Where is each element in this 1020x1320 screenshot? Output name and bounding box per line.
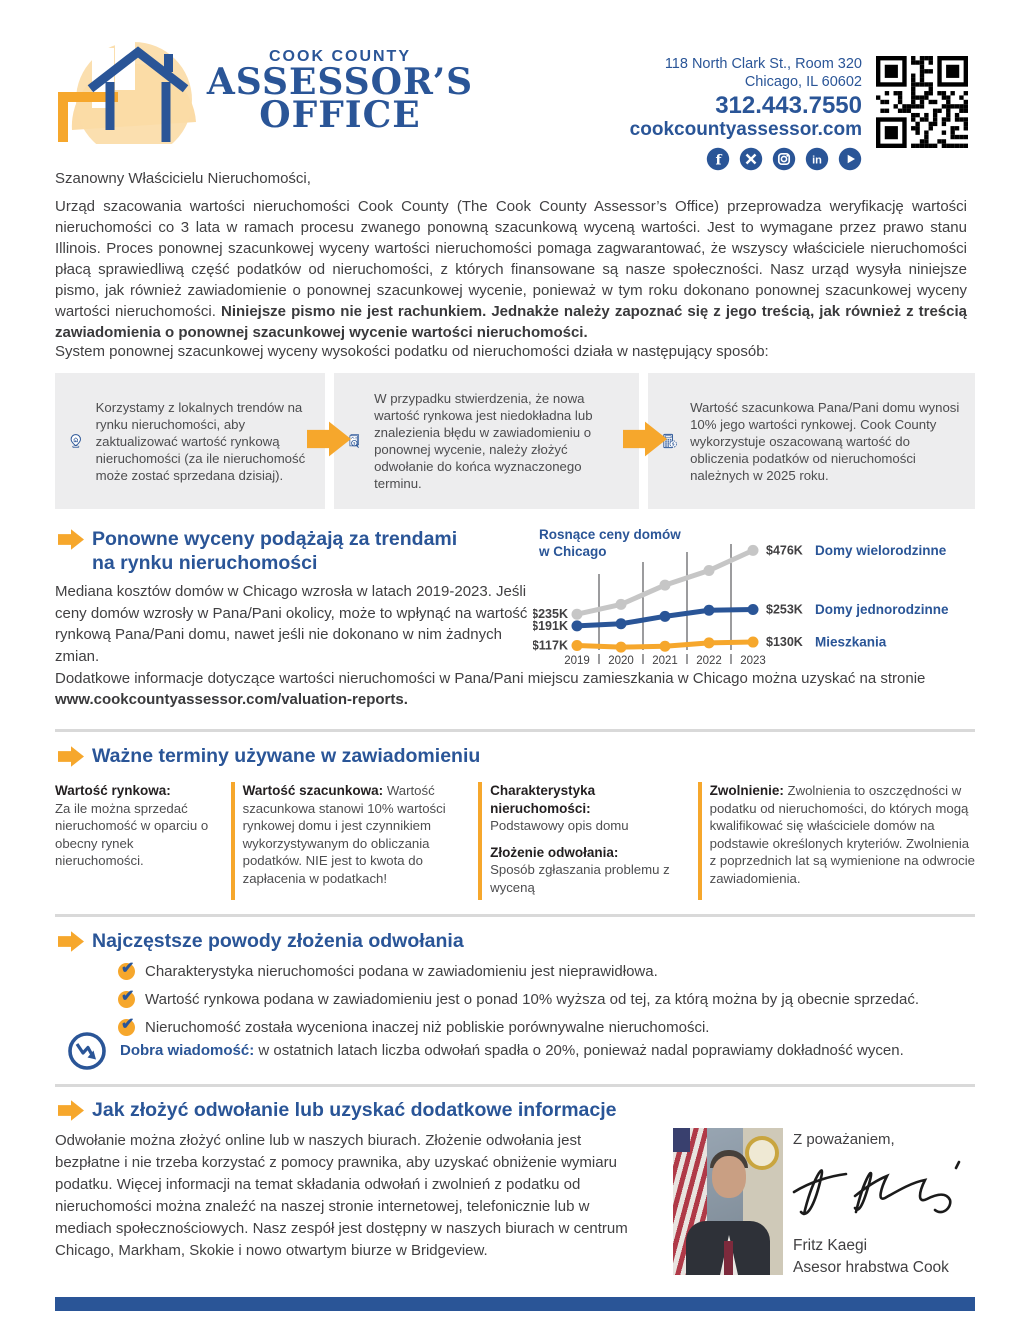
appeal-reason: ✔ Wartość rynkowa podana w zawiadomieniu jest o ponad 10% wyższa od tej, za którą można by ją obecnie sprzedać. bbox=[118, 990, 978, 1009]
appeal-reason: ✔ Nieruchomość została wyceniona inaczej niż pobliskie porównywalne nieruchomości. bbox=[118, 1018, 978, 1037]
phone-number: 312.443.7550 bbox=[715, 92, 862, 119]
right-arrow-icon bbox=[623, 419, 667, 459]
youtube-icon bbox=[838, 147, 862, 171]
address-line2: Chicago, IL 60602 bbox=[744, 74, 862, 90]
orange-divider bbox=[478, 782, 482, 900]
greeting: Szanowny Właścicielu Nieruchomości, bbox=[55, 170, 311, 187]
intro-paragraph bbox=[55, 196, 967, 343]
address-line1: 118 North Clark St., Room 320 bbox=[664, 56, 862, 72]
signer-name: Fritz Kaegi bbox=[793, 1237, 868, 1254]
orange-divider bbox=[231, 782, 235, 900]
svg-text:in: in bbox=[812, 154, 822, 167]
section-divider bbox=[55, 914, 975, 917]
intro-normal: Urząd szacowania wartości nieruchomości Cook County (The Cook County Assessor’s Office) przeprowadza weryfikację wartości nieruchomości co 3 lata w ramach procesu zwanego ponowną szacunkową wyceną wartości. Jest to wymagane przez prawo stanu Illinois. Proces ponownej szacunkowej wyceny wartości nieruchomości pomaga zagwarantować, że wszyscy właściciele nieruchomości płacą sprawiedliwą część podatków od nieruchomości, z których finansowane są nasze społeczności. Nasz urząd wysyła niniejsze pismo, jak również zawiadomienie o ponownej szacunkowej wycenie, ponieważ w tym roku dokonano ponownej szacunkowej wyceny wartości nieruchomości. bbox=[55, 198, 967, 320]
process-steps-row bbox=[55, 373, 975, 509]
svg-text:Domy jednorodzinne: Domy jednorodzinne bbox=[815, 601, 949, 617]
right-arrow-icon bbox=[307, 419, 351, 459]
more-info-paragraph: Dodatkowe informacje dotyczące wartości nieruchomości w Pana/Pani miejscu zamieszkania w Chicago można uzyskać na stronie www.cookcountyassessor.com/valuation-reports. bbox=[55, 670, 926, 708]
svg-text:$130K: $130K bbox=[766, 635, 803, 650]
terms-columns bbox=[55, 782, 975, 900]
good-news-row: Dobra wiadomość: w ostatnich latach liczba odwołań spadła o 20%, ponieważ nadal poprawiamy dokładność wycen. bbox=[66, 1030, 966, 1072]
orange-divider bbox=[698, 782, 702, 900]
term-market-value: Wartość rynkowa: Za ile można sprzedać nieruchomość w oparciu o obecny rynek nieruchomości. bbox=[55, 783, 209, 868]
website-url: cookcountyassessor.com bbox=[629, 119, 862, 140]
chart-title: Rosnące ceny domów w Chicago bbox=[539, 527, 681, 559]
process-step-2: $ W przypadku stwierdzenia, że nowa wartość rynkowa jest niedokładna lub znalezienia błędu w zawiadomieniu o ponownej wycenie, należy złożyć odwołanie do końca wyznaczonego terminu. bbox=[334, 373, 639, 509]
svg-text:Mieszkania: Mieszkania bbox=[815, 634, 887, 650]
howto-body: Odwołanie można złożyć online lub w naszych biurach. Złożenie odwołania jest bezpłatne i nie trzeba korzystać z pomocy prawnika, aby uzyskać obniżenie wymiaru podatku. Więcej informacji na temat składania odwołań i zwolnień z podatku od nieruchomości można znaleźć na naszej stronie internetowej, telefonicznie lub w mediach społecznościowych. Nasz zespół jest dostępny w naszych biurach w centrum Chicago, Markham, Skokie i nowo otwartym biurze w Bridgeview. bbox=[55, 1132, 628, 1259]
linkedin-icon bbox=[805, 147, 829, 171]
facebook-icon bbox=[706, 147, 730, 171]
orange-arrow-bullet-icon bbox=[58, 931, 84, 952]
contact-block bbox=[542, 55, 862, 171]
footer-bar bbox=[55, 1297, 975, 1311]
svg-text:2020: 2020 bbox=[608, 655, 634, 667]
svg-text:2023: 2023 bbox=[740, 655, 766, 667]
howto-section-heading: Jak złożyć odwołanie lub uzyskać dodatkowe informacje bbox=[58, 1098, 616, 1122]
section-divider bbox=[55, 1084, 975, 1087]
home-prices-chart bbox=[533, 526, 978, 666]
brand-assessors: ASSESSOR’S bbox=[206, 61, 474, 103]
trends-body: Mediana kosztów domów w Chicago wzrosła w latach 2019-2023. Jeśli ceny domów wzrosły w Pana/Pani okolicy, może to wpłynąć na wartość rynkową Pana/Pani domu, nawet jeśli nie dokonano w nim żadnych zmian. bbox=[55, 583, 528, 665]
brand-cook-county: COOK COUNTY bbox=[269, 48, 411, 65]
good-news-label: Dobra wiadomość: bbox=[120, 1042, 255, 1059]
intro-bold: Niniejsze pismo nie jest rachunkiem. Jednakże należy zapoznać się z jego treścią, jak również z treścią zawiadomienia o ponownej szacunkowej wycenie wartości nieruchomości. bbox=[55, 303, 967, 341]
svg-text:Domy wielorodzinne: Domy wielorodzinne bbox=[815, 542, 947, 558]
term-characteristics-appeal: Charakterystyka nieruchomości: Podstawowy opis domu Złożenie odwołania: Sposób zgłaszania problemu z wyceną bbox=[490, 783, 670, 895]
trend-down-arrow-icon bbox=[66, 1030, 108, 1072]
signer-title: Asesor hrabstwa Cook bbox=[793, 1259, 949, 1276]
section-divider bbox=[55, 729, 975, 732]
orange-arrow-bullet-icon bbox=[58, 1100, 84, 1121]
closing-salutation: Z poważaniem, bbox=[793, 1131, 895, 1148]
appeal-section-heading: Najczęstsze powody złożenia odwołania bbox=[58, 929, 464, 953]
qr-code bbox=[876, 56, 968, 148]
svg-text:$476K: $476K bbox=[766, 543, 803, 558]
svg-text:2021: 2021 bbox=[652, 655, 678, 667]
assessor-portrait-photo bbox=[673, 1128, 783, 1275]
brand-text bbox=[205, 48, 475, 136]
process-step-3: $ Wartość szacunkowa Pana/Pani domu wynosi 10% jego wartości rynkowej. Cook County wykorzystuje oszacowaną wartość do obliczenia podatków od nieruchomości należnych w 2025 roku. bbox=[648, 373, 975, 509]
check-icon bbox=[118, 963, 135, 980]
brand-office: OFFICE bbox=[259, 94, 421, 136]
appeal-reason: ✔ Charakterystyka nieruchomości podana w zawiadomieniu jest nieprawidłowa. bbox=[118, 962, 978, 981]
svg-text:2022: 2022 bbox=[696, 655, 722, 667]
terms-section-heading: Ważne terminy używane w zawiadomieniu bbox=[58, 744, 480, 768]
signature-scribble bbox=[788, 1150, 970, 1236]
trends-section-heading: Ponowne wyceny podążają za trendami na rynku nieruchomości bbox=[58, 527, 533, 575]
process-step-1: Korzystamy z lokalnych trendów na rynku nieruchomości, aby zaktualizować wartość rynkową nieruchomości (za ile nieruchomość może zostać sprzedana dzisiaj). bbox=[55, 373, 325, 509]
social-icons-row bbox=[542, 147, 862, 171]
term-exemption: Zwolnienie: Zwolnienia to oszczędności w podatku od nieruchomości, do których mogą kwalifikować się właściciele domów na podstawie określonych kryteriów. Zwolnienia z poprzednich lat są wymienione na odwrocie zawiadomienia. bbox=[709, 783, 975, 886]
assessor-office-logo-icon bbox=[52, 30, 204, 144]
term-assessed-value: Wartość szacunkowa: Wartość szacunkowa stanowi 10% wartości rynkowej domu i jest czynnikiem wykorzystywanym do obliczania podatków. NIE jest to kwota do zapłacenia w podatkach! bbox=[242, 783, 446, 886]
svg-text:$: $ bbox=[671, 441, 675, 447]
process-intro: System ponownej szacunkowej wyceny wysokości podatku od nieruchomości działa w następujący sposób: bbox=[55, 343, 769, 360]
svg-text:$: $ bbox=[353, 441, 356, 446]
svg-text:$117K: $117K bbox=[533, 638, 568, 653]
svg-text:f: f bbox=[715, 152, 722, 169]
instagram-icon bbox=[772, 147, 796, 171]
svg-text:2019: 2019 bbox=[564, 655, 590, 667]
svg-text:$253K: $253K bbox=[766, 602, 803, 617]
check-icon bbox=[118, 991, 135, 1008]
svg-text:$191K: $191K bbox=[533, 618, 568, 633]
valuation-reports-url: www.cookcountyassessor.com/valuation-reports. bbox=[55, 691, 408, 708]
orange-arrow-bullet-icon bbox=[58, 529, 84, 550]
svg-text:$235K: $235K bbox=[533, 607, 568, 622]
map-pin-house-icon bbox=[69, 408, 83, 474]
x-icon bbox=[739, 147, 763, 171]
orange-arrow-bullet-icon bbox=[58, 746, 84, 767]
